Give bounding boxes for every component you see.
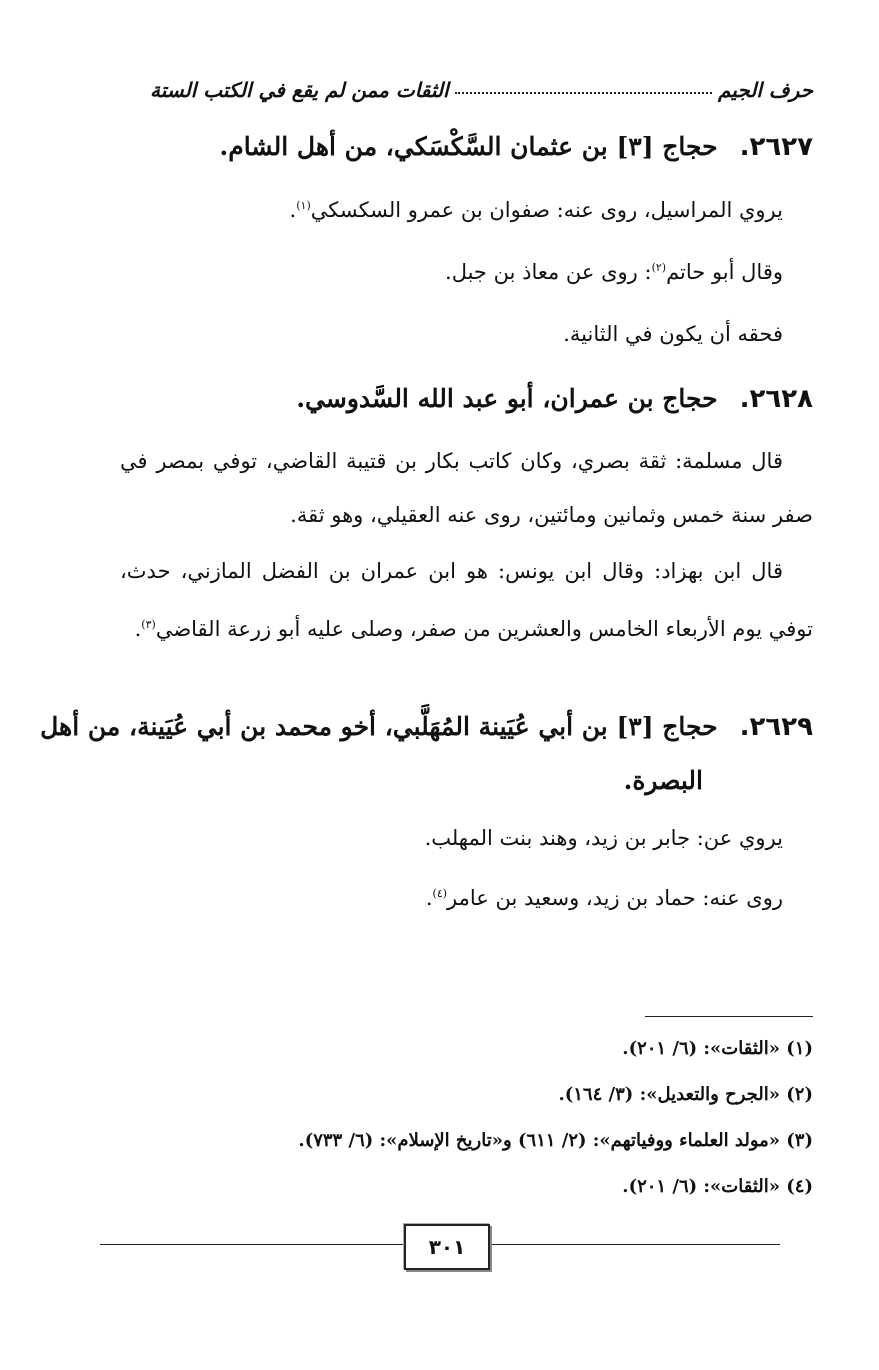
running-header: [150, 62, 813, 102]
entry-2629-paragraph-1: يروي عن: جابر بن زيد، وهند بنت المهلب.: [424, 826, 783, 850]
header-book-title: الثقات ممن لم يقع في الكتب الستة: [150, 78, 449, 102]
paragraph-text: وقال أبو حاتم: [666, 260, 783, 284]
paragraph-end: .: [134, 617, 142, 641]
entry-heading: حجاج [٣] بن أبي عُيَينة المُهَلَّبي، أخو محمد بن أبي عُيَينة، من أهل: [40, 712, 718, 741]
entry-2627-paragraph-3: فحقه أن يكون في الثانية.: [563, 322, 783, 346]
entry-2627-paragraph-1: [290, 198, 783, 223]
entry-number: ٢٦٢٨.: [739, 384, 813, 414]
entry-2629-paragraph-2: [426, 886, 783, 911]
footnote-marker: (٤): [432, 887, 448, 900]
entry-number: ٢٦٢٩.: [739, 712, 813, 742]
page-number: ٣٠١: [404, 1224, 490, 1270]
header-dot-leader: [455, 92, 712, 94]
entry-2627-paragraph-2: [445, 260, 783, 285]
paragraph-text: روى عنه: حماد بن زيد، وسعيد بن عامر: [447, 886, 783, 910]
paragraph-text: قال ابن بهزاد: وقال ابن يونس: هو ابن عمران بن الفضل المازني، حدث، توفي يوم الأربعاء الخامس والعشرين من صفر، وصلى عليه أبو زرعة القاضي: [120, 559, 813, 641]
entry-2628-paragraph-1: [120, 434, 813, 542]
footnote-2: (٢) «الجرح والتعديل»: (٣/ ١٦٤).: [558, 1084, 813, 1105]
footnote-3: (٣) «مولد العلماء ووفياتهم»: (٢/ ٦١١) و«تاريخ الإسلام»: (٦/ ٧٣٣).: [298, 1130, 813, 1151]
footnote-marker: (٣): [141, 618, 156, 631]
footnote-marker: (٢): [651, 261, 667, 274]
entry-2628-title: [296, 384, 813, 415]
header-chapter: حرف الجيم: [718, 78, 813, 102]
entry-2628-paragraph-2: [120, 544, 813, 656]
paragraph-end: .: [289, 198, 297, 222]
paragraph-text: يروي المراسيل، روى عنه: صفوان بن عمرو السكسكي: [310, 198, 783, 222]
entry-2629-title: [40, 712, 813, 743]
entry-2629-title-continuation: البصرة.: [623, 766, 703, 795]
entry-2627-title: [220, 132, 813, 163]
entry-heading: حجاج [٣] بن عثمان السَّكْسَكي، من أهل الشام.: [219, 132, 718, 161]
footnote-separator: [645, 1016, 813, 1017]
entry-number: ٢٦٢٧.: [739, 132, 813, 162]
paragraph-end: .: [425, 886, 433, 910]
entry-heading: حجاج بن عمران، أبو عبد الله السَّدوسي.: [296, 384, 718, 413]
paragraph-text: قال مسلمة: ثقة بصري، وكان كاتب بكار بن قتيبة القاضي، توفي بمصر في صفر سنة خمس وثمانين ومائتين، روى عنه العقيلي، وهو ثقة.: [120, 449, 813, 527]
footnote-4: (٤) «الثقات»: (٦/ ٢٠١).: [622, 1176, 813, 1197]
footnote-1: (١) «الثقات»: (٦/ ٢٠١).: [622, 1038, 813, 1059]
footnote-marker: (١): [296, 199, 311, 212]
paragraph-end: : روى عن معاذ بن جبل.: [445, 260, 652, 284]
